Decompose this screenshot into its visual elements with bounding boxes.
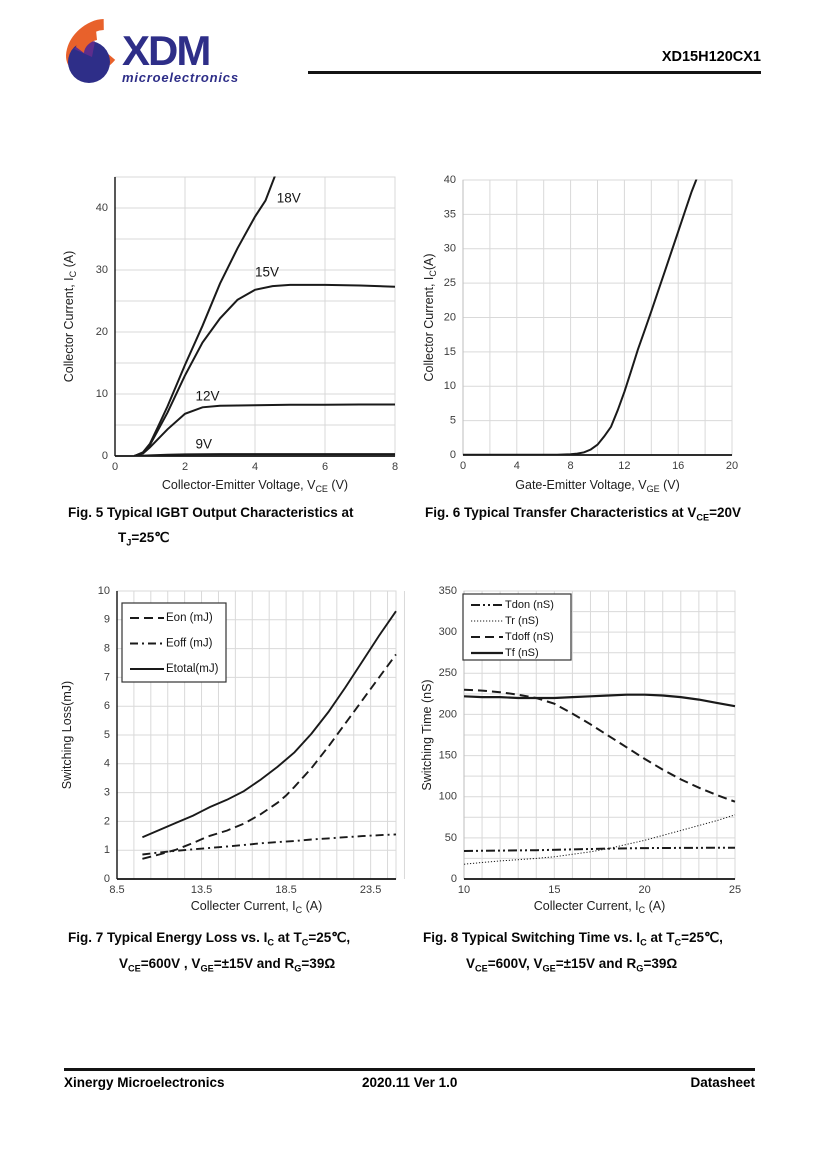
curve-label: 12V: [195, 388, 220, 404]
x-axis-label: Collector-Emitter Voltage, $V_{CE}$ (V): [161, 478, 349, 494]
series-tdoff-ns-: [464, 690, 735, 802]
svg-text:Tdon (nS): Tdon (nS): [505, 598, 554, 611]
svg-text:4: 4: [103, 757, 110, 770]
legend: [122, 603, 226, 682]
svg-text:0: 0: [111, 461, 119, 474]
series-tf-ns-: [464, 695, 735, 707]
fig8-switching-time-chart: [418, 575, 748, 920]
svg-text:0: 0: [459, 460, 467, 473]
svg-text:20: 20: [725, 460, 739, 473]
header-rule: [308, 71, 761, 74]
svg-text:40: 40: [95, 201, 108, 214]
y-axis-label: Collector Current, $I_C(A)$: [422, 253, 438, 382]
part-number: XD15H120CX1: [661, 49, 761, 65]
svg-text:8.5: 8.5: [109, 884, 125, 897]
svg-text:3: 3: [103, 786, 110, 799]
svg-text:250: 250: [438, 667, 457, 680]
series-tr-ns-: [464, 815, 735, 864]
svg-text:20: 20: [443, 311, 456, 324]
svg-text:20: 20: [638, 884, 651, 897]
x-axis-label: Collecter Current, $I_C$ (A): [533, 899, 666, 915]
fig7-caption-line2: $V_{CE}=600V$ , $V_{GE}=\pm 15V$ and $R_G=39\Omega$: [119, 956, 336, 974]
series-tdon-ns-: [464, 848, 735, 851]
xdm-logo-icon: [62, 13, 124, 93]
svg-text:10: 10: [457, 884, 471, 897]
svg-text:Etotal(mJ): Etotal(mJ): [166, 663, 219, 676]
footer-rule: [64, 1068, 755, 1071]
series: [463, 178, 697, 455]
svg-text:Tdoff (nS): Tdoff (nS): [505, 630, 554, 643]
fig8-caption-line2: $V_{CE}=600V$, $V_{GE}=\pm 15V$ and $R_G=39\Omega$: [466, 956, 678, 974]
svg-text:12: 12: [618, 460, 631, 473]
svg-text:350: 350: [438, 584, 457, 597]
svg-text:15: 15: [443, 345, 456, 358]
fig5-output-characteristics-chart: [60, 160, 410, 505]
svg-text:8: 8: [103, 642, 110, 655]
series-12v: [134, 405, 395, 457]
svg-text:2: 2: [181, 461, 189, 474]
svg-text:0: 0: [101, 449, 108, 462]
svg-text:15: 15: [548, 884, 561, 897]
svg-text:8: 8: [567, 460, 574, 473]
svg-text:5: 5: [449, 414, 456, 427]
grid: [115, 177, 395, 456]
series-15v: [134, 285, 395, 456]
svg-text:Tf (nS): Tf (nS): [505, 646, 539, 659]
svg-text:1: 1: [103, 844, 110, 857]
series-18v: [134, 176, 275, 456]
svg-text:0: 0: [103, 872, 110, 885]
fig7-caption-line1: Fig. 7 Typical Energy Loss vs. $I_C$ at $T_C=25℃$,: [68, 930, 351, 948]
fig5-caption-line1: Fig. 5 Typical IGBT Output Characteristics at: [68, 505, 354, 520]
y-axis-label: Switching Loss(mJ): [60, 680, 74, 790]
series: [134, 176, 395, 456]
svg-text:6: 6: [321, 461, 329, 474]
svg-text:35: 35: [443, 208, 456, 221]
svg-text:0: 0: [449, 448, 456, 461]
svg-text:40: 40: [443, 173, 456, 186]
svg-text:16: 16: [672, 460, 685, 473]
svg-text:100: 100: [438, 790, 457, 803]
y-axis-label: Switching Time (nS): [420, 679, 434, 791]
fig6-caption-line1: Fig. 6 Typical Transfer Characteristics at $V_{CE}=20V$: [425, 505, 742, 523]
svg-text:10: 10: [97, 584, 110, 597]
logo-tagline-text: microelectronics: [122, 70, 239, 85]
fig6-transfer-characteristics-chart: [420, 160, 750, 505]
svg-text:20: 20: [95, 325, 108, 338]
fig5-caption-line2: $T_J=25℃$: [118, 530, 170, 548]
svg-text:25: 25: [443, 277, 456, 290]
grid: [463, 180, 732, 455]
svg-text:Eon (mJ): Eon (mJ): [166, 612, 213, 625]
logo-brand-text: XDM: [122, 27, 210, 74]
fig7-energy-loss-chart: [58, 575, 408, 920]
x-axis-label: Collecter Current, $I_C$ (A): [190, 899, 323, 915]
svg-text:6: 6: [103, 700, 110, 713]
tick-labels: [444, 174, 738, 472]
curve-label: 9V: [195, 436, 213, 452]
svg-text:Tr (nS): Tr (nS): [505, 614, 539, 627]
footer-company: Xinergy Microelectronics: [64, 1075, 225, 1090]
svg-text:50: 50: [444, 831, 457, 844]
svg-text:10: 10: [443, 380, 456, 393]
curve-label: 15V: [255, 264, 280, 280]
svg-text:7: 7: [103, 671, 110, 684]
svg-text:30: 30: [443, 242, 456, 255]
svg-text:5: 5: [103, 728, 110, 741]
svg-text:0: 0: [450, 872, 457, 885]
svg-text:23.5: 23.5: [359, 884, 382, 897]
svg-text:18.5: 18.5: [275, 884, 297, 897]
svg-text:13.5: 13.5: [190, 884, 213, 897]
svg-text:4: 4: [513, 460, 520, 473]
y-axis-label: Collector Current, $I_C$ (A): [62, 250, 78, 383]
svg-text:200: 200: [438, 708, 457, 721]
legend: [463, 594, 571, 660]
footer-version: 2020.11 Ver 1.0: [362, 1075, 458, 1090]
footer-doc-type: Datasheet: [690, 1075, 755, 1090]
svg-text:Eoff (mJ): Eoff (mJ): [166, 637, 213, 650]
x-axis-label: Gate-Emitter Voltage, $V_{GE}$ (V): [515, 478, 680, 494]
svg-text:150: 150: [438, 749, 457, 762]
svg-text:30: 30: [95, 263, 108, 276]
svg-text:25: 25: [728, 884, 742, 897]
curve-label: 18V: [276, 190, 301, 206]
fig8-caption-line1: Fig. 8 Typical Switching Time vs. $I_C$ at $T_C=25℃$,: [423, 930, 723, 948]
svg-text:300: 300: [438, 626, 457, 639]
svg-text:10: 10: [95, 387, 108, 400]
svg-text:2: 2: [103, 815, 110, 828]
series-ic: [463, 178, 697, 455]
svg-text:4: 4: [251, 461, 259, 474]
svg-text:9: 9: [103, 613, 110, 626]
svg-text:8: 8: [391, 461, 399, 474]
tick-labels: [96, 202, 398, 473]
